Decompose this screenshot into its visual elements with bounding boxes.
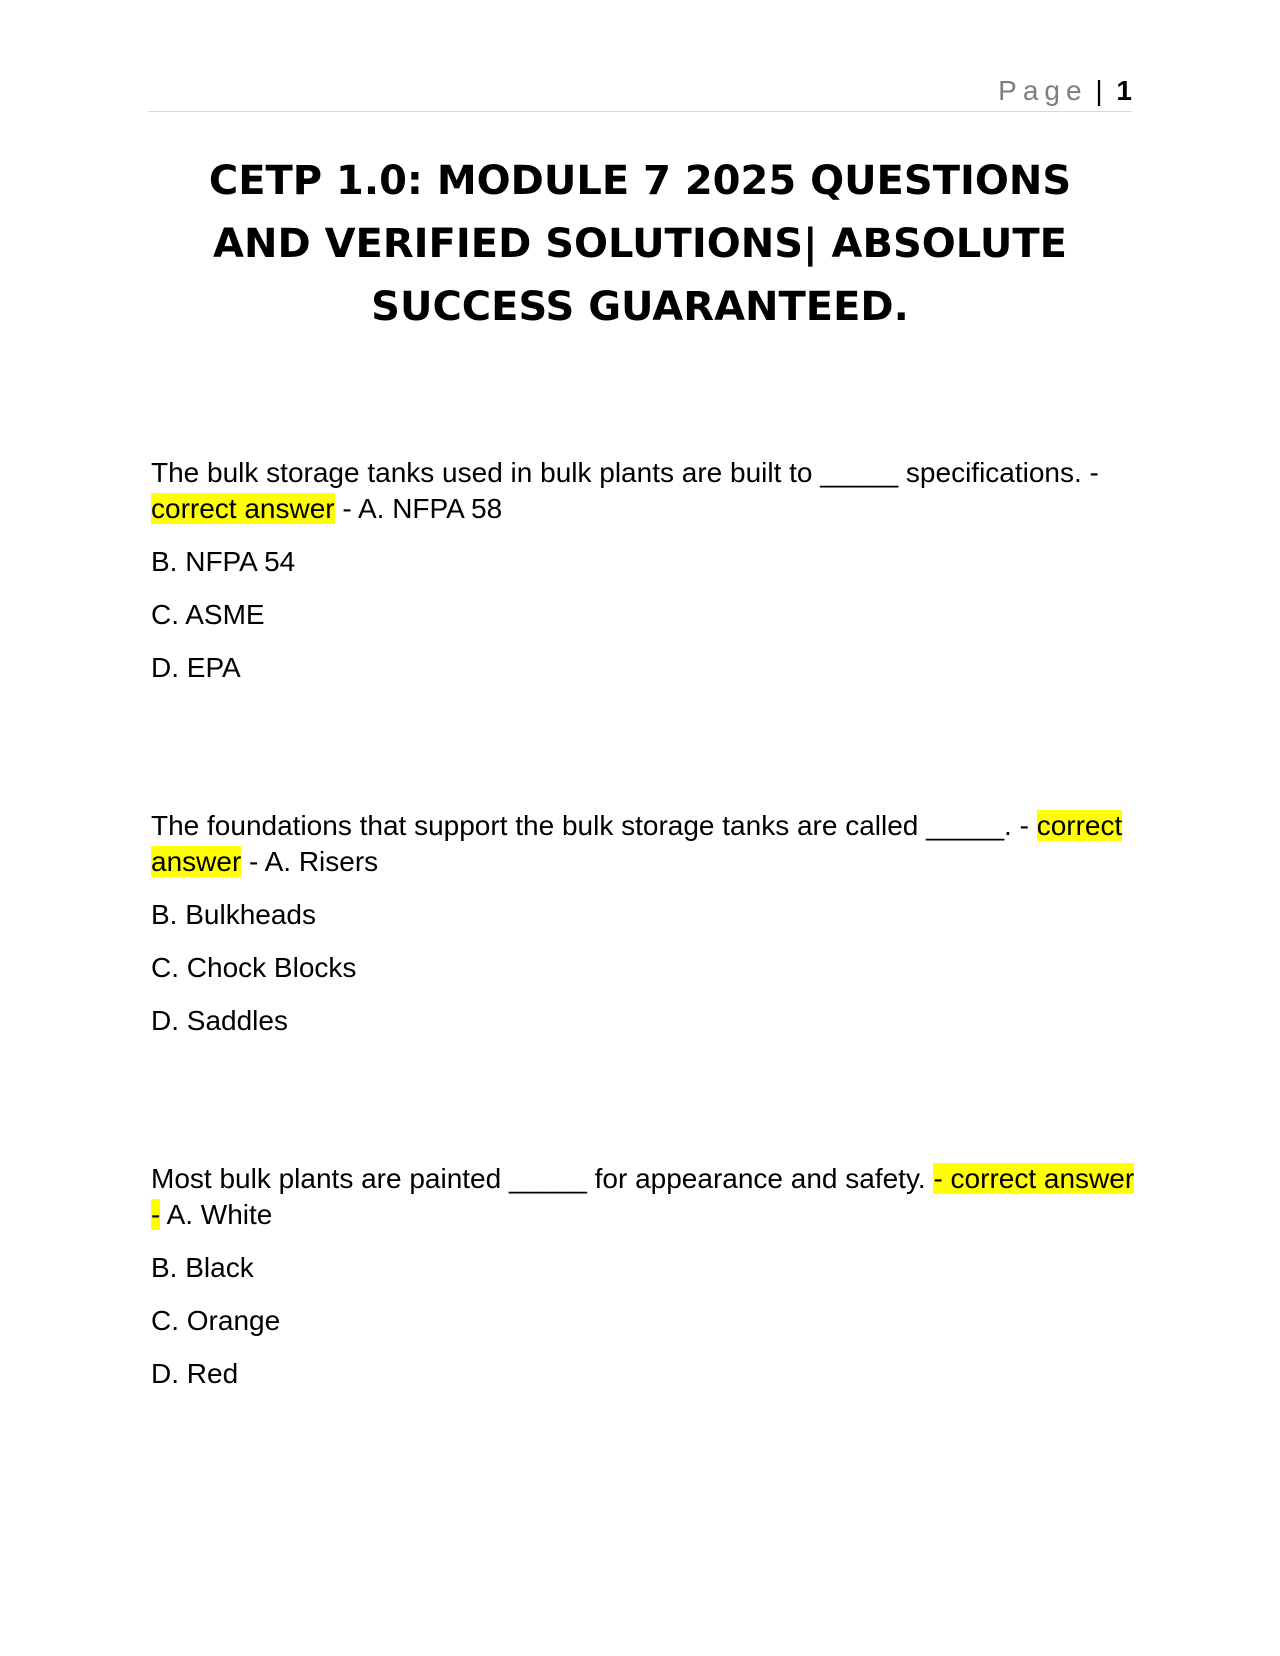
question-1-prompt: The bulk storage tanks used in bulk plants are built to _____ specifications. -	[151, 457, 1099, 488]
page-word: Page	[998, 75, 1088, 106]
question-2	[151, 808, 1141, 1039]
question-3-option-b: B. Black	[151, 1252, 254, 1283]
document-title: CETP 1.0: MODULE 7 2025 QUESTIONS AND VERIFIED SOLUTIONS| ABSOLUTE SUCCESS GUARANTEED.	[208, 158, 1072, 330]
question-1-option-c: C. ASME	[151, 599, 265, 630]
page-header	[148, 70, 1132, 112]
question-1	[151, 455, 1141, 686]
question-1-answer-highlight: correct answer	[151, 493, 335, 524]
question-3-answer-highlight: - correct answer -	[151, 1163, 1135, 1230]
page-separator: |	[1095, 75, 1103, 106]
question-1-option-b: B. NFPA 54	[151, 546, 296, 577]
question-3-text	[151, 1161, 1141, 1233]
question-3	[151, 1161, 1141, 1392]
question-1-option-d: D. EPA	[151, 652, 241, 683]
question-2-text	[151, 808, 1141, 880]
question-2-option-b: B. Bulkheads	[151, 899, 316, 930]
question-2-answer-highlight: correct answer	[151, 810, 1123, 877]
question-1-text	[151, 455, 1141, 527]
question-3-prompt: Most bulk plants are painted _____ for appearance and safety.	[151, 1163, 934, 1194]
question-1-answer: - A. NFPA 58	[334, 493, 503, 524]
question-3-answer: A. White	[160, 1199, 273, 1230]
question-3-option-c: C. Orange	[151, 1305, 281, 1336]
question-2-prompt: The foundations that support the bulk storage tanks are called _____. -	[151, 810, 1037, 841]
question-3-option-d: D. Red	[151, 1358, 239, 1389]
question-2-option-d: D. Saddles	[151, 1005, 288, 1036]
question-2-option-c: C. Chock Blocks	[151, 952, 357, 983]
page-number: 1	[1116, 75, 1132, 106]
question-2-answer: - A. Risers	[241, 846, 379, 877]
page-number-label	[998, 74, 1132, 108]
